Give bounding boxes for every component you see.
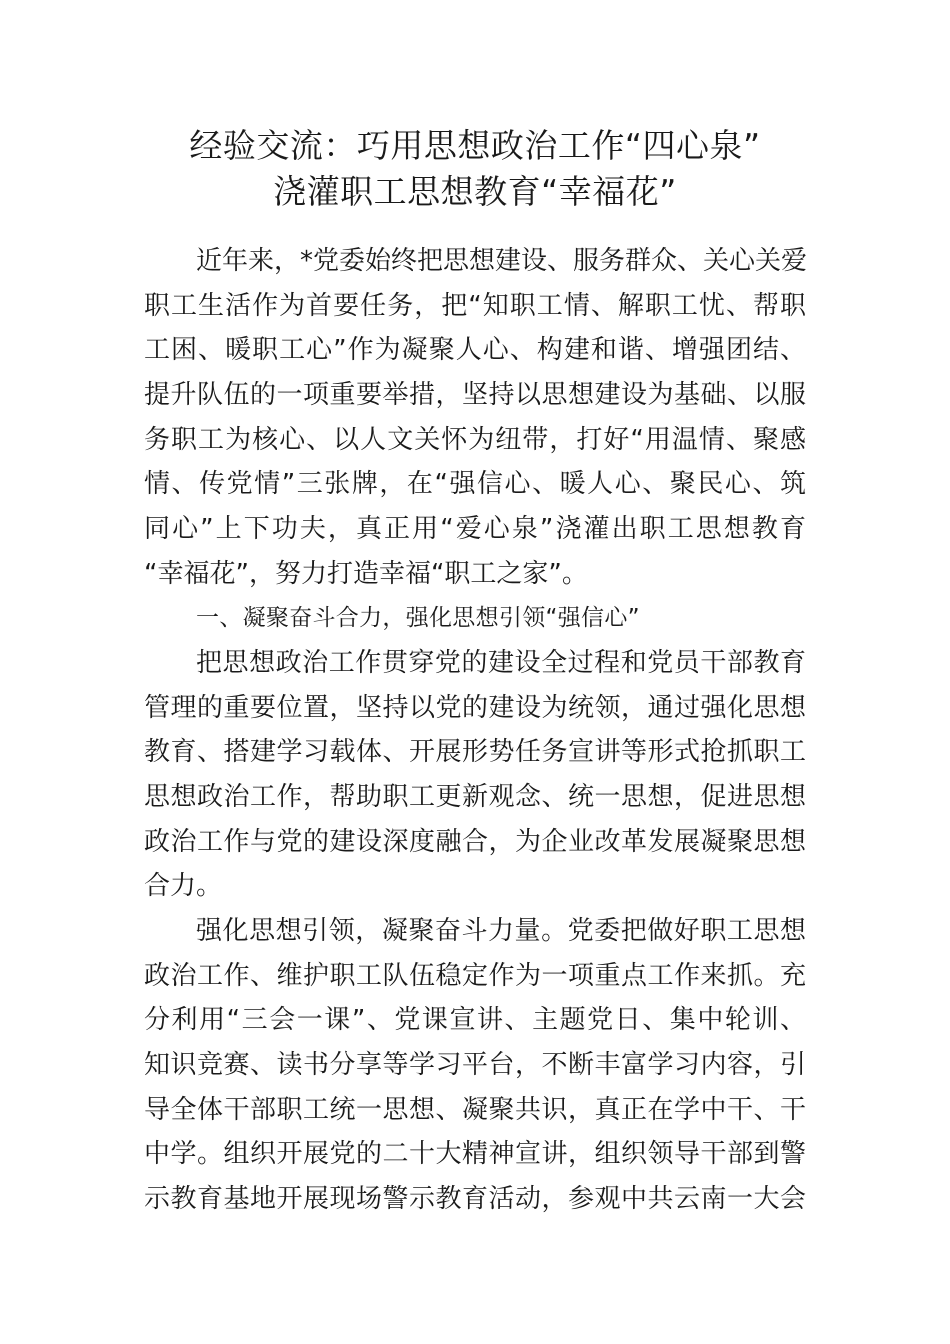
paragraph-line: 提升队伍的一项重要举措，坚持以思想建设为基础、以服 — [144, 380, 806, 410]
paragraph-line: 同心”上下功夫，真正用“爱心泉”浇灌出职工思想教育 — [144, 514, 806, 544]
paragraph-line: 管理的重要位置，坚持以党的建设为统领，通过强化思想 — [144, 693, 806, 723]
paragraph-line: 政治工作、维护职工队伍稳定作为一项重点工作来抓。充 — [144, 961, 806, 991]
paragraph-line: 思想政治工作，帮助职工更新观念、统一思想，促进思想 — [144, 782, 806, 812]
paragraph-line: “幸福花”，努力打造幸福“职工之家”。 — [144, 559, 588, 589]
paragraph-line: 职工生活作为首要任务，把“知职工情、解职工忧、帮职 — [144, 291, 806, 321]
paragraph-line: 近年来，*党委始终把思想建设、服务群众、关心关爱 — [196, 246, 808, 276]
paragraph-line: 把思想政治工作贯穿党的建设全过程和党员干部教育 — [196, 648, 806, 678]
paragraph-line: 教育、搭建学习载体、开展形势任务宣讲等形式抢抓职工 — [144, 737, 806, 767]
paragraph-line: 导全体干部职工统一思想、凝聚共识，真正在学中干、干 — [144, 1095, 806, 1125]
section-heading: 一、凝聚奋斗合力，强化思想引领“强信心” — [196, 605, 640, 631]
paragraph-line: 知识竞赛、读书分享等学习平台，不断丰富学习内容，引 — [144, 1050, 806, 1080]
document-title-line-2: 浇灌职工思想教育“幸福花” — [273, 172, 677, 211]
paragraph-line: 情、传党情”三张牌，在“强信心、暖人心、聚民心、筑 — [144, 469, 806, 499]
paragraph-line: 分利用“三会一课”、党课宣讲、主题党日、集中轮训、 — [144, 1005, 806, 1035]
paragraph-line: 政治工作与党的建设深度融合，为企业改革发展凝聚思想 — [144, 827, 806, 857]
paragraph-line: 工困、暖职工心”作为凝聚人心、构建和谐、增强团结、 — [144, 335, 806, 365]
paragraph-line: 示教育基地开展现场警示教育活动，参观中共云南一大会 — [144, 1184, 806, 1214]
paragraph-line: 务职工为核心、以人文关怀为纽带，打好“用温情、聚感 — [144, 425, 806, 455]
paragraph-line: 中学。组织开展党的二十大精神宣讲，组织领导干部到警 — [144, 1139, 806, 1169]
paragraph-line: 合力。 — [144, 871, 223, 901]
document-title-line-1: 经验交流：巧用思想政治工作“四心泉” — [189, 126, 761, 165]
paragraph-line: 强化思想引领，凝聚奋斗力量。党委把做好职工思想 — [196, 916, 806, 946]
